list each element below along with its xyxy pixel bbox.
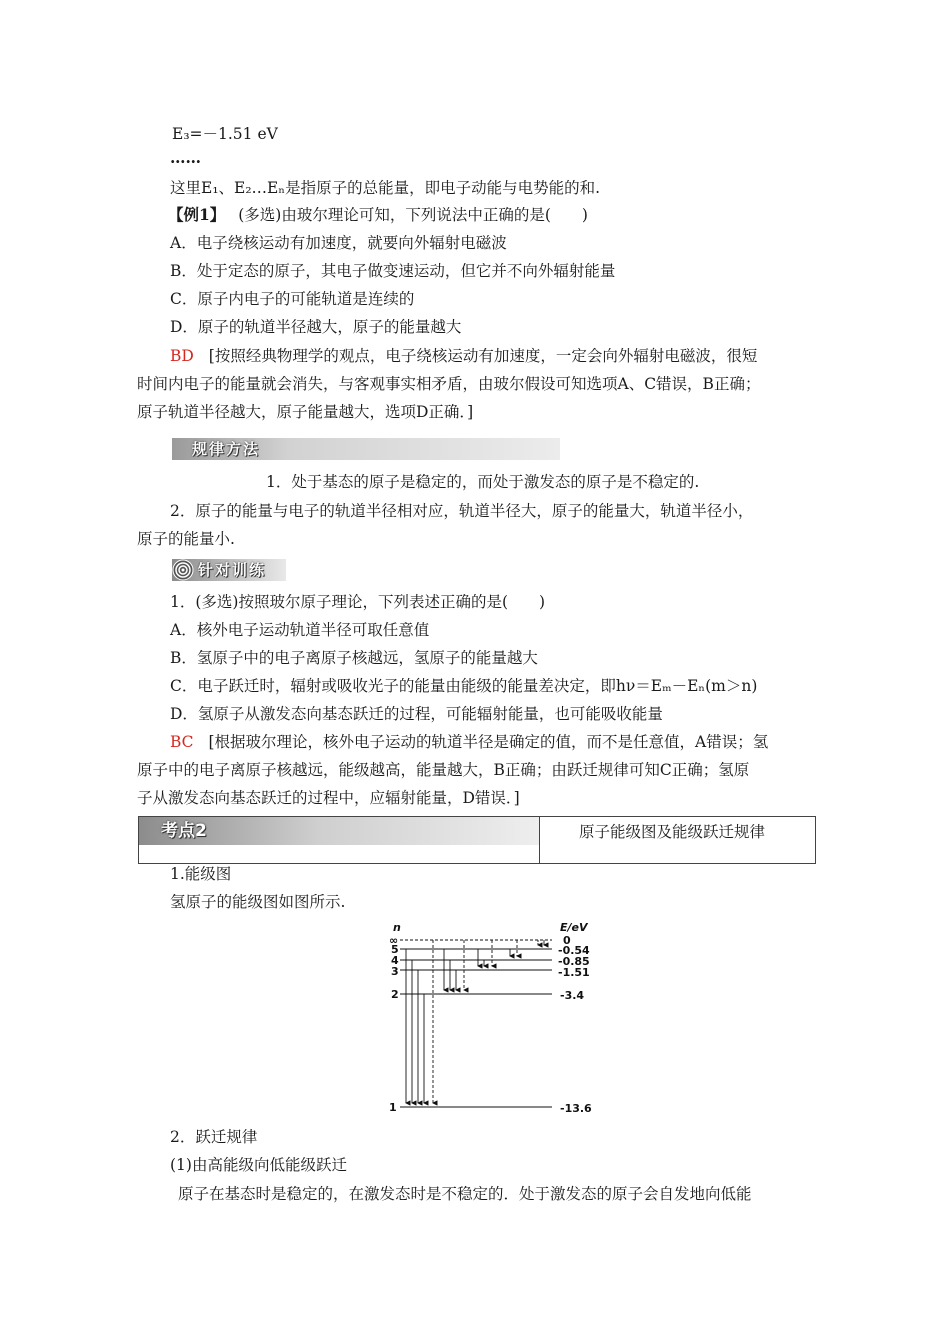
level-n-2: 2 — [391, 988, 399, 1001]
rule-method-banner — [172, 438, 560, 460]
level-e-2: -3.4 — [560, 989, 585, 1002]
level-e-4: -0.85 — [558, 955, 590, 968]
training-1-option-d: D．氢原子从激发态向基态跃迁的过程，可能辐射能量，也可能吸收能量 — [170, 705, 663, 723]
ellipsis-line: …… — [170, 148, 201, 167]
example-1-explanation-line-3: 原子轨道半径越大，原子能量越大，选项D正确．] — [137, 403, 474, 421]
section-2-paragraph: 原子在基态时是稳定的，在激发态时是不稳定的．处于激发态的原子会自发地向低能 — [178, 1185, 752, 1203]
energy-note: 这里E₁、E₂…Eₙ是指原子的总能量，即电子动能与电势能的和. — [170, 179, 601, 197]
level-n-1: 1 — [389, 1101, 397, 1114]
rule-method-label: 规律方法 — [192, 440, 261, 458]
section-2-subheading: (1)由高能级向低能级跃迁 — [170, 1156, 347, 1174]
n-axis-label: n — [393, 921, 401, 934]
example-1-text: (多选)由玻尔理论可知，下列说法中正确的是( ) — [238, 206, 588, 224]
e3-line: E₃=－1.51 eV — [172, 125, 278, 143]
energy-level-diagram — [380, 918, 600, 1118]
level-e-5: -0.54 — [558, 944, 590, 957]
exam-point-2-title: 原子能级图及能级跃迁规律 — [579, 823, 766, 841]
training-1-explanation-line-3: 子从激发态向基态跃迁的过程中，应辐射能量，D错误．] — [137, 789, 520, 807]
rule-point-1: 1．处于基态的原子是稳定的，而处于激发态的原子是不稳定的. — [266, 473, 700, 491]
level-n-5: 5 — [391, 943, 399, 956]
level-e-inf: 0 — [563, 934, 571, 947]
e-axis-label: E/eV — [560, 921, 588, 934]
level-e-1: -13.6 — [560, 1102, 592, 1115]
example-1-option-c: C．原子内电子的可能轨道是连续的 — [170, 290, 415, 308]
example-1-option-d: D．原子的轨道半径越大，原子的能量越大 — [170, 318, 462, 336]
training-1-option-b: B．氢原子中的电子离原子核越远，氢原子的能量越大 — [170, 649, 538, 667]
target-icon — [172, 559, 194, 581]
example-1-explanation-line-1 — [170, 346, 757, 366]
exam-point-2-label: 考点2 — [161, 821, 207, 841]
level-n-4: 4 — [391, 954, 399, 967]
example-1-option-b: B．处于定态的原子，其电子做变速运动，但它并不向外辐射能量 — [170, 262, 616, 280]
training-1-answer: BC — [170, 733, 194, 751]
training-1-question: 1．(多选)按照玻尔原子理论，下列表述正确的是( ) — [170, 593, 546, 611]
training-1-option-c: C．电子跃迁时，辐射或吸收光子的能量由能级的能量差决定，即hν＝Eₘ－Eₙ(m＞n) — [170, 677, 758, 695]
training-1-explanation-line-2: 原子中的电子离原子核越远，能级越高，能量越大，B正确；由跃迁规律可知C正确；氢原 — [137, 761, 750, 779]
level-n-inf: ∞ — [389, 934, 399, 947]
section-1-heading: 1.能级图 — [170, 865, 232, 883]
exam-point-2-banner — [139, 817, 539, 845]
example-1-option-a: A．电子绕核运动有加速度，就要向外辐射电磁波 — [170, 234, 507, 252]
training-1-explanation-line-1 — [170, 732, 768, 752]
example-1-answer: BD — [170, 347, 194, 365]
rule-point-2-line-1: 2．原子的能量与电子的轨道半径相对应，轨道半径大，原子的能量大，轨道半径小， — [170, 502, 754, 520]
section-1-text: 氢原子的能级图如图所示. — [170, 893, 346, 911]
exam-point-2-header — [138, 816, 816, 864]
training-label: 针对训练 — [198, 561, 267, 579]
training-1-explanation-text: [根据玻尔理论，核外电子运动的轨道半径是确定的值，而不是任意值，A错误；氢 — [208, 733, 769, 751]
example-1-question — [168, 205, 588, 225]
example-1-explanation-text: [按照经典物理学的观点，电子绕核运动有加速度，一定会向外辐射电磁波，很短 — [208, 347, 758, 365]
exam-point-divider — [539, 817, 540, 863]
training-1-option-a: A．核外电子运动轨道半径可取任意值 — [170, 621, 430, 639]
example-1-tag: 【例1】 — [168, 205, 226, 224]
example-1-explanation-line-2: 时间内电子的能量就会消失，与客观事实相矛盾，由玻尔假设可知选项A、C错误，B正确； — [137, 375, 761, 393]
level-n-3: 3 — [391, 965, 399, 978]
level-e-3: -1.51 — [558, 966, 590, 979]
rule-point-2-line-2: 原子的能量小. — [137, 530, 235, 548]
section-2-heading: 2．跃迁规律 — [170, 1128, 258, 1146]
